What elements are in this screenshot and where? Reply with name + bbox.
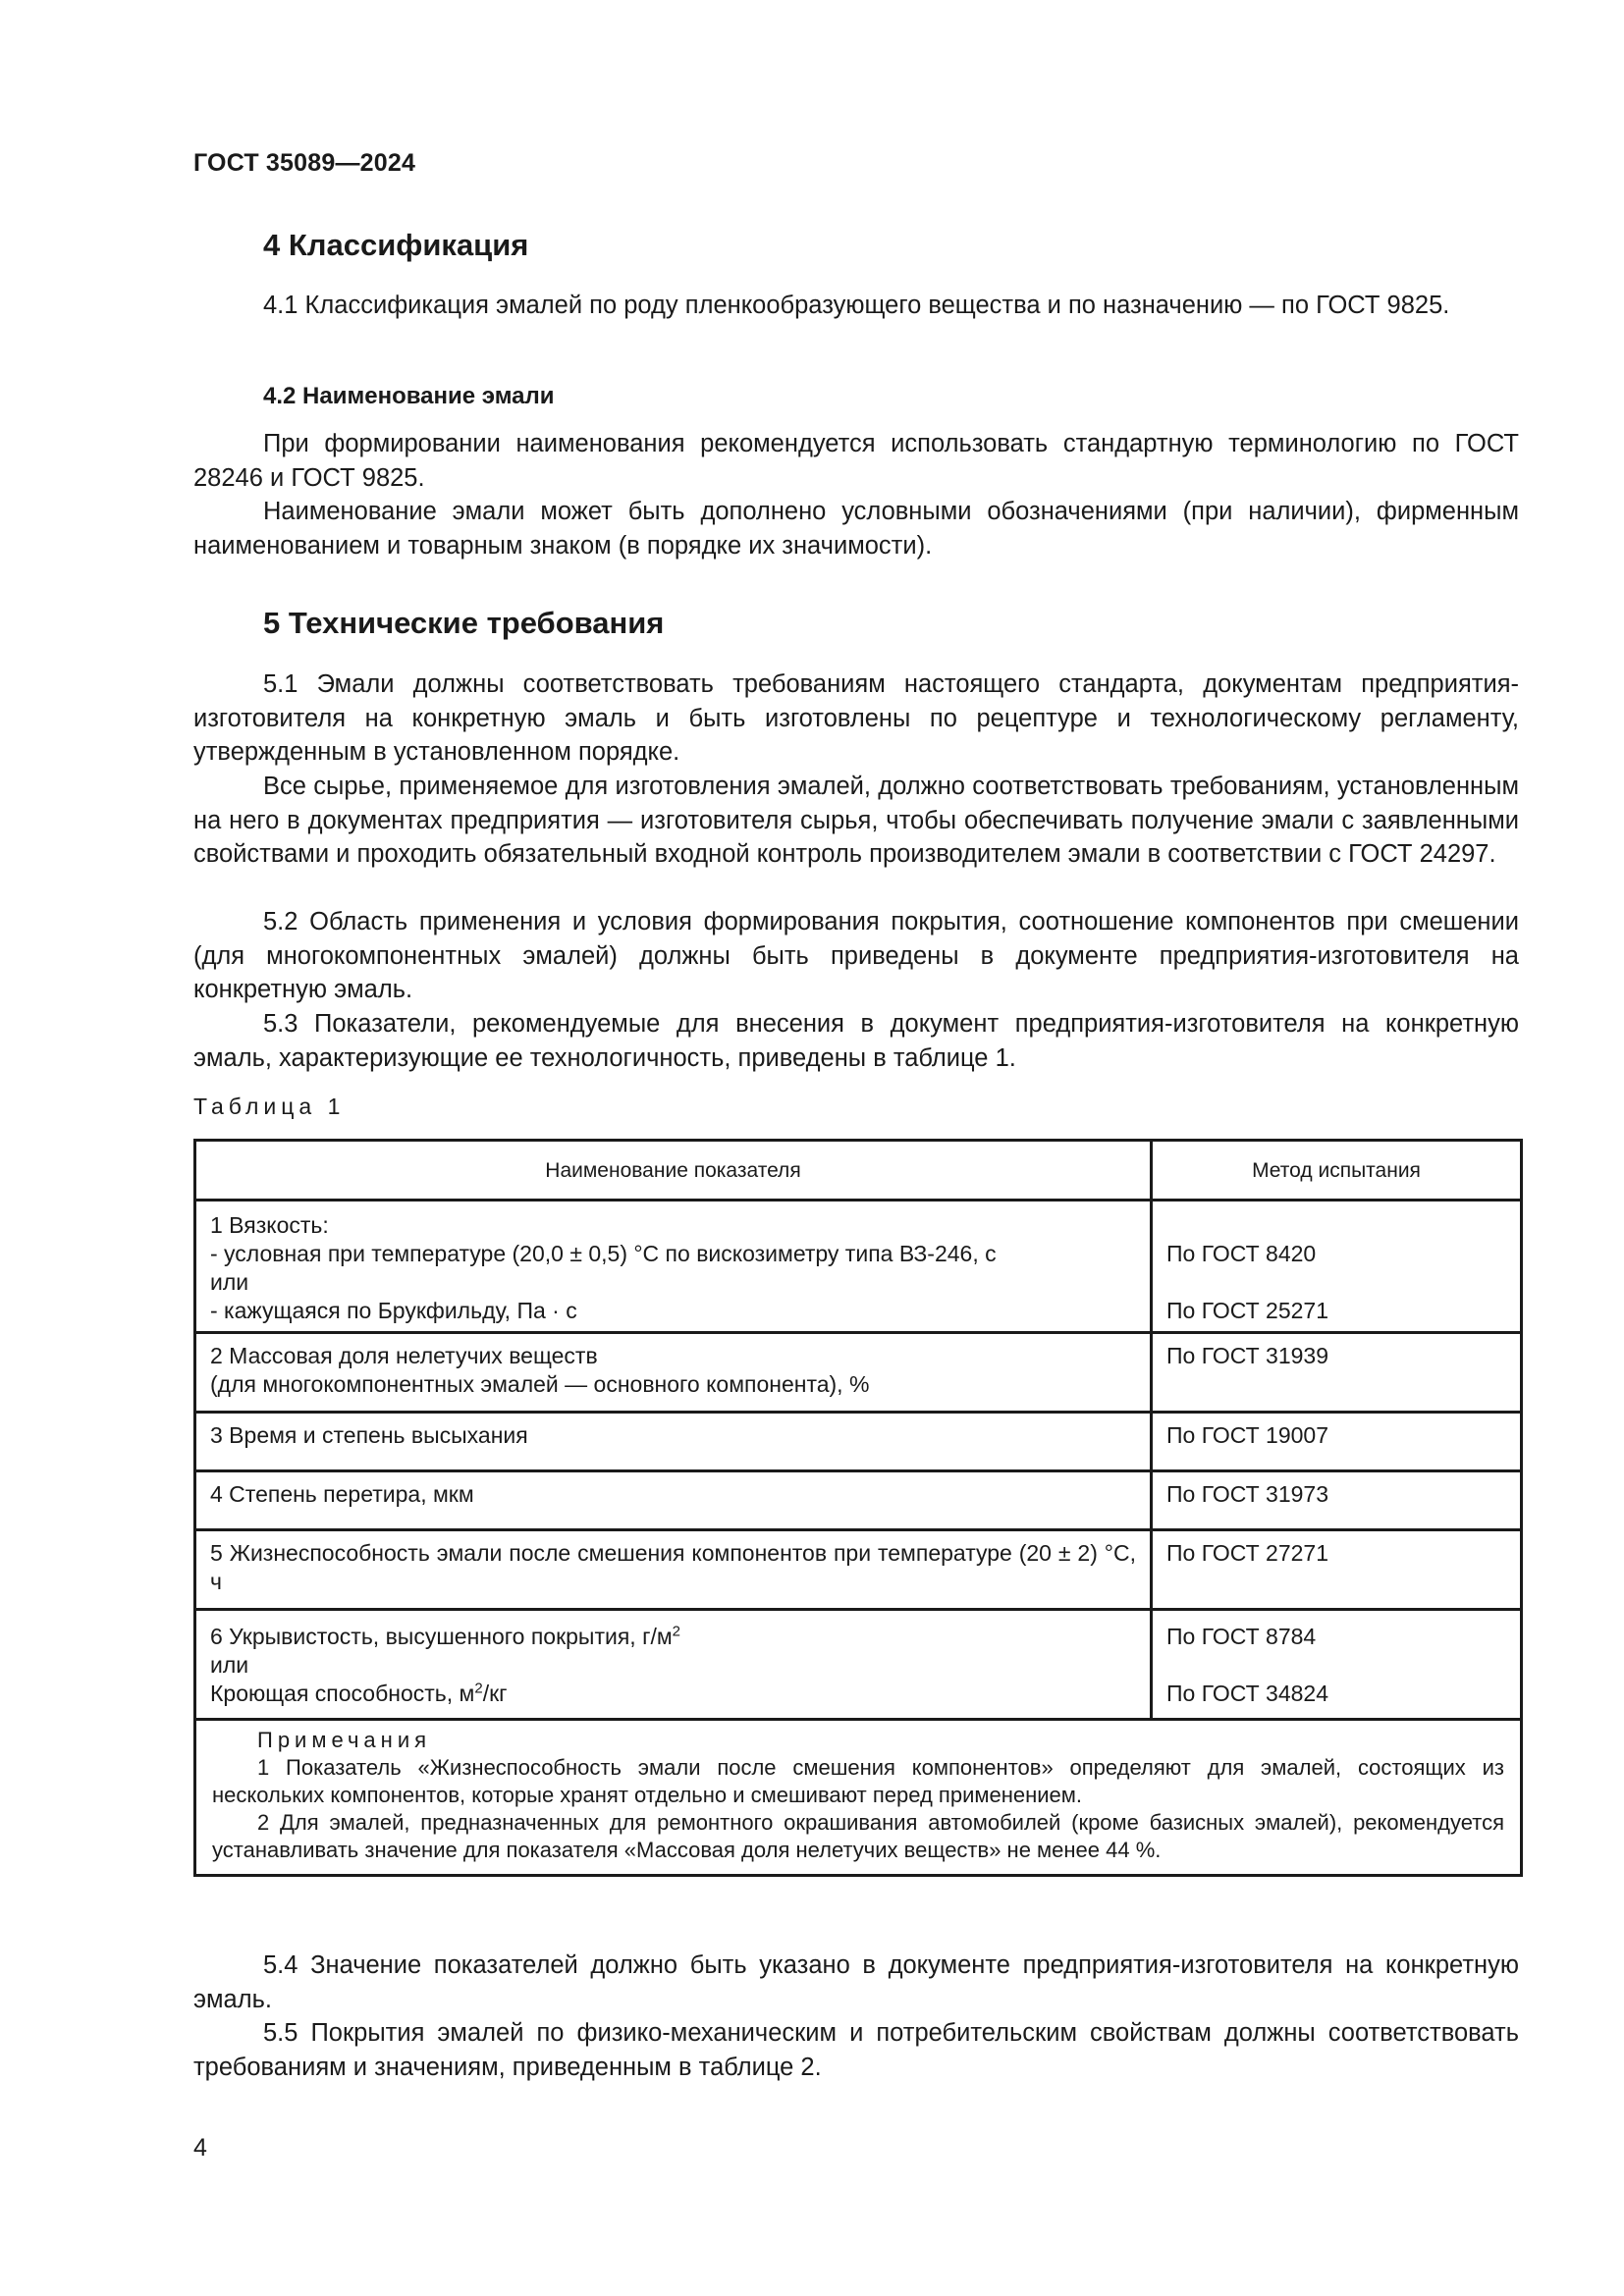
row-6-or: или	[210, 1652, 249, 1678]
paragraph-5-4: 5.4 Значение показателей должно быть указано в документе предприятия-изготовителя на конкретную эмаль.	[193, 1951, 1519, 2013]
note-2: 2 Для эмалей, предназначенных для ремонтного окрашивания автомобилей (кроме базисных эмалей), рекомендуется устанавливать значение для показателя «Массовая доля нелетучих веществ» не менее 44 %.	[212, 1810, 1504, 1862]
notes-title: Примечания	[257, 1728, 432, 1752]
row-1-conditional-viscosity: - условная при температуре (20,0 ± 0,5) °С по вискозиметру типа ВЗ-246, с	[210, 1241, 997, 1266]
page-number: 4	[193, 2134, 207, 2162]
table-row	[195, 1610, 1522, 1720]
table-1	[193, 1139, 1523, 1877]
column-header-name: Наименование показателя	[195, 1141, 1152, 1201]
table-1-caption: Таблица 1	[193, 1094, 346, 1119]
document-code: ГОСТ 35089—2024	[193, 149, 416, 177]
row-2-method: По ГОСТ 31939	[1166, 1343, 1329, 1368]
table-notes-row	[195, 1720, 1522, 1876]
paragraph-5-1: 5.1 Эмали должны соответствовать требованиям настоящего стандарта, документам предприятия-изготовителя на конкретную эмаль и быть изготовлены по рецептуре и технологическому регламенту, утвержденным в установленном порядке.	[193, 670, 1519, 766]
row-1-title: 1 Вязкость:	[210, 1212, 329, 1238]
row-5-method: По ГОСТ 27271	[1166, 1540, 1329, 1566]
section-5-heading: 5 Технические требования	[263, 606, 665, 640]
row-6-hiding-power: 6 Укрывистость, высушенного покрытия, $г/м^2$	[210, 1623, 681, 1649]
paragraph-5-3: 5.3 Показатели, рекомендуемые для внесения в документ предприятия-изготовителя на конкретную эмаль, характеризующие ее технологичность, приведены в таблице 1.	[193, 1010, 1519, 1072]
section-4-heading: 4 Классификация	[263, 228, 529, 262]
row-6-method-1: По ГОСТ 8784	[1166, 1624, 1317, 1649]
subsection-4-2-heading: 4.2 Наименование эмали	[263, 383, 555, 409]
row-4-title: 4 Степень перетира, мкм	[210, 1481, 474, 1507]
table-row	[195, 1530, 1522, 1610]
row-1-brookfield-viscosity: - кажущаяся по Брукфильду, Па · с	[210, 1298, 577, 1323]
row-2-title: 2 Массовая доля нелетучих веществ	[210, 1343, 598, 1368]
table-row	[195, 1471, 1522, 1530]
paragraph-4-1: 4.1 Классификация эмалей по роду пленкообразующего вещества и по назначению — по ГОСТ 9825.	[263, 292, 1450, 319]
column-header-method: Метод испытания	[1152, 1141, 1522, 1201]
row-6-method-2: По ГОСТ 34824	[1166, 1681, 1329, 1706]
paragraph-4-2-b: Наименование эмали может быть дополнено условными обозначениями (при наличии), фирменным наименованием и товарным знаком (в порядке их значимости).	[193, 498, 1519, 560]
row-5-title: 5 Жизнеспособность эмали после смешения компонентов при температуре (20 ± 2) °С, ч	[210, 1540, 1136, 1594]
row-1-or: или	[210, 1269, 249, 1295]
row-1-method-2: По ГОСТ 25271	[1166, 1298, 1329, 1323]
row-6-covering-capacity: Кроющая способность, $м^2/кг$	[210, 1680, 508, 1706]
paragraph-5-1-b: Все сырье, применяемое для изготовления эмалей, должно соответствовать требованиям, установленным на него в документах предприятия — изготовителя сырья, чтобы обеспечивать получение эмали с заявленными свойствами и проходить обязательный входной контроль производителем эмали в соответствии с ГОСТ 24297.	[193, 773, 1519, 868]
table-row	[195, 1201, 1522, 1333]
table-row	[195, 1413, 1522, 1471]
row-3-title: 3 Время и степень высыхания	[210, 1422, 528, 1448]
paragraph-5-5: 5.5 Покрытия эмалей по физико-механическим и потребительским свойствам должны соответствовать требованиям и значениям, приведенным в таблице 2.	[193, 2019, 1519, 2081]
paragraph-4-2-a: При формировании наименования рекомендуется использовать стандартную терминологию по ГОСТ 28246 и ГОСТ 9825.	[193, 430, 1519, 492]
row-1-method-1: По ГОСТ 8420	[1166, 1241, 1317, 1266]
paragraph-5-2: 5.2 Область применения и условия формирования покрытия, соотношение компонентов при смешении (для многокомпонентных эмалей) должны быть приведены в документе предприятия-изготовителя на конкретную эмаль.	[193, 908, 1519, 1003]
table-header-row	[195, 1141, 1522, 1201]
row-3-method: По ГОСТ 19007	[1166, 1422, 1329, 1448]
row-2-note: (для многокомпонентных эмалей — основного компонента), %	[210, 1371, 870, 1397]
note-1: 1 Показатель «Жизнеспособность эмали после смешения компонентов» определяют для эмалей, состоящих из нескольких компонентов, которые хранят отдельно и смешивают перед применением.	[212, 1755, 1504, 1807]
table-row	[195, 1333, 1522, 1413]
row-4-method: По ГОСТ 31973	[1166, 1481, 1329, 1507]
